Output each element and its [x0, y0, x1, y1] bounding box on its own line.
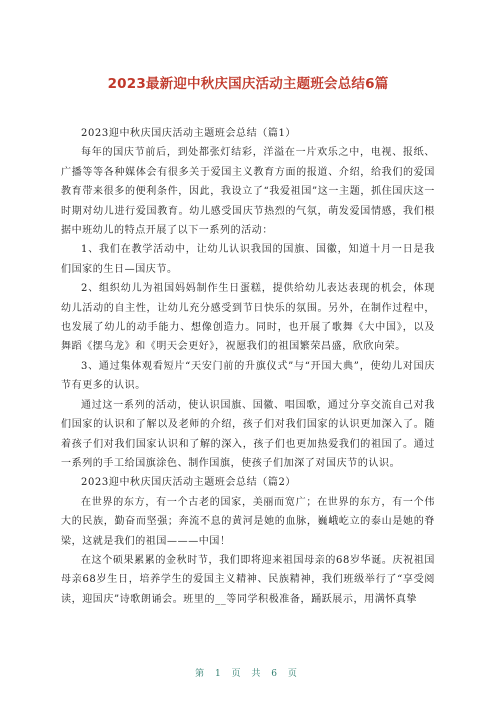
paragraph: 3、通过集体观看短片“天安门前的升旗仪式”与“开国大典”，使幼儿对国庆节有更多的认识。: [61, 360, 435, 392]
page-number-footer: 第 1 页 共 6 页: [195, 669, 301, 679]
paragraph: 每年的国庆节前后，到处都张灯结彩，洋溢在一片欢乐之中，电视、报纸、广播等等各种媒体会有很多关于爱国主义教育方面的报道、介绍，给我们的爱国教育带来很多的便利条件，因此，我设立了“我爱祖国”这一主题，抓住国庆这一时期对幼儿进行爱国教育。幼儿感受国庆节热烈的气氛，萌发爱国情感，我们根据中班幼儿的特点开展了以下一系列的活动：: [61, 147, 435, 237]
section-heading: 2023迎中秋庆国庆活动主题班会总结（篇2）: [81, 477, 297, 489]
paragraph: 2、组织幼儿为祖国妈妈制作生日蛋糕，提供给幼儿表达表现的机会，体现幼儿活动的自主性，让幼儿充分感受到节日快乐的氛围。另外，在制作过程中，也发展了幼儿的动手能力、想像创造力。同时，也开展了歌舞《大中国》，以及舞蹈《摆乌龙》和《明天会更好》，祝愿我们的祖国繁荣昌盛，欣欣向荣。: [61, 283, 435, 353]
paragraph: 1、我们在教学活动中，让幼儿认识我国的国旗、国徽，知道十月一日是我们国家的生日—国庆节。: [61, 244, 435, 275]
paragraph: 通过这一系列的活动，使认识国旗、国徽、唱国歌，通过分享交流自己对我们国家的认识和了解以及老师的介绍，孩子们对我们国家的认识更加深入了。随着孩子们对我们国家认识和了解的深入，孩子们也更加热爱我们的祖国了。通过一系列的手工给国旗涂色、制作国旗，使孩子们加深了对国庆节的认识。: [61, 399, 435, 469]
document-title: 2023最新迎中秋庆国庆活动主题班会总结6篇: [107, 76, 389, 92]
document-body: [61, 124, 435, 609]
paragraph: 在这个硕果累累的金秋时节，我们即将迎来祖国母亲的68岁华诞。庆祝祖国母亲68岁生日，培养学生的爱国主义精神、民族精神，我们班级举行了“享受阅读，迎国庆”诗歌朗诵会。班里的__等同学积极准备，踊跃展示，用满怀真挚: [61, 554, 435, 605]
paragraph: 在世界的东方，有一个古老的国家，美丽而宽广；在世界的东方，有一个伟大的民族，勤奋而坚强；奔流不息的黄河是她的血脉，巍峨屹立的泰山是她的脊梁，这就是我们的祖国———中国！: [61, 496, 435, 547]
section-heading: 2023迎中秋庆国庆活动主题班会总结（篇1）: [81, 128, 297, 139]
